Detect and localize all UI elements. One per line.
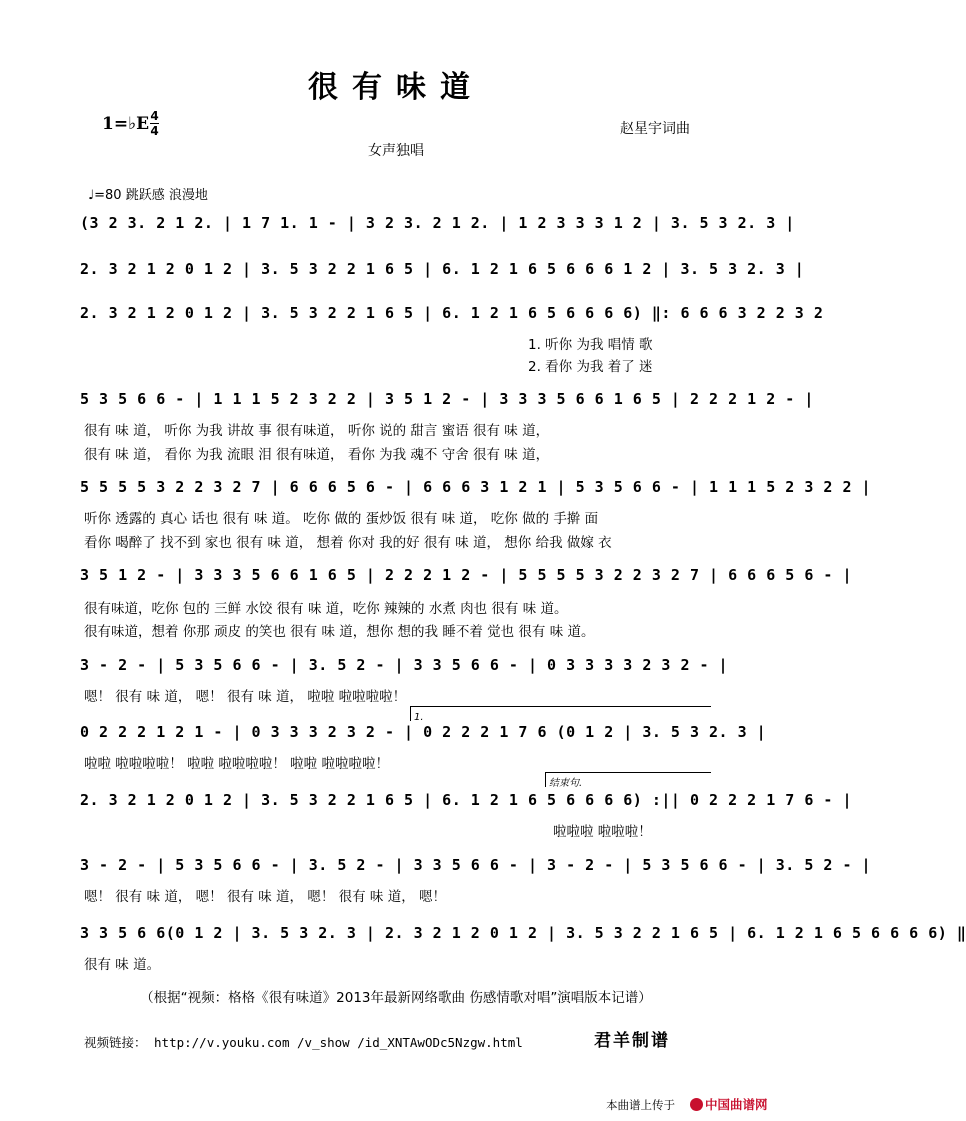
volta-ending	[545, 772, 711, 787]
score-row: 3 - 2 - | 5 3 5 6 6 - | 3. 5 2 - | 3 3 5 6 6 - | 0 3 3 3 3 2 3 2 - |	[80, 656, 729, 674]
tempo-marking: ♩=80 跳跃感 浪漫地	[88, 188, 208, 203]
video-link[interactable]: 视频链接： http://v.youku.com /v_show /id_XNTAwODc5Nzgw.html	[84, 1035, 523, 1050]
score-row: 3 3 5 6 6(0 1 2 | 3. 5 3 2. 3 | 2. 3 2 1 2 0 1 2 | 3. 5 3 2 2 1 6 5 | 6. 1 2 1 6 5 6 6 6 6) ‖	[80, 924, 966, 942]
source-note: （根据“视频：格格《很有味道》2013年最新网络歌曲 伤感情歌对唱”演唱版本记谱）	[140, 990, 652, 1006]
lyric-line: 很有味道，吃你 包的 三鲜 水饺 很有 味 道，吃你 辣辣的 水煮 肉也 很有 味 道。	[84, 601, 568, 617]
time-signature-top: 4	[150, 109, 159, 123]
lyric-line-verse-1-intro: 1. 听你 为我 唱情 歌	[528, 337, 653, 353]
score-row: 3 5 1 2 - | 3 3 3 5 6 6 1 6 5 | 2 2 2 1 2 - | 5 5 5 5 3 2 2 3 2 7 | 6 6 6 5 6 - |	[80, 566, 852, 584]
voice-type: 女声独唱	[368, 143, 424, 159]
lyric-line: 很有 味 道。	[84, 957, 161, 973]
lyric-line: 很有 味 道， 听你 为我 讲故 事 很有味道， 听你 说的 甜言 蜜语 很有 味 道，	[84, 423, 550, 439]
score-row: 5 5 5 5 3 2 2 3 2 7 | 6 6 6 5 6 - | 6 6 6 3 1 2 1 | 5 3 5 6 6 - | 1 1 1 5 2 3 2 2 |	[80, 478, 872, 496]
lyric-line-verse-2-intro: 2. 看你 为我 着了 迷	[528, 359, 653, 375]
score-row: 2. 3 2 1 2 0 1 2 | 3. 5 3 2 2 1 6 5 | 6. 1 2 1 6 5 6 6 6 1 2 | 3. 5 3 2. 3 |	[80, 260, 805, 278]
key-signature: 1=♭E	[102, 114, 150, 134]
score-row: 0 2 2 2 1 2 1 - | 0 3 3 3 2 3 2 - | 0 2 2 2 1 7 6 (0 1 2 | 3. 5 3 2. 3 |	[80, 723, 767, 741]
volta-ending-label: 结束句.	[549, 778, 583, 789]
song-title: 很有味道	[308, 70, 484, 105]
lyric-line: 嗯！ 很有 味 道， 嗯！ 很有 味 道， 啦啦 啦啦啦啦！	[84, 689, 407, 705]
score-row: (3 2 3. 2 1 2. | 1 7 1. 1 - | 3 2 3. 2 1 2. | 1 2 3 3 3 1 2 | 3. 5 3 2. 3 |	[80, 214, 795, 232]
lyric-line: 听你 透露的 真心 话也 很有 味 道。 吃你 做的 蛋炒饭 很有 味 道， 吃你 做的 手擀 面	[84, 511, 599, 527]
score-row: 2. 3 2 1 2 0 1 2 | 3. 5 3 2 2 1 6 5 | 6. 1 2 1 6 5 6 6 6 6) ‖: 6 6 6 3 2 2 3 2	[80, 304, 824, 322]
lyric-line: 看你 喝醉了 找不到 家也 很有 味 道， 想着 你对 我的好 很有 味 道， 想你 给我 做嫁 衣	[84, 535, 612, 551]
lyric-line: 嗯！ 很有 味 道， 嗯！ 很有 味 道， 嗯！ 很有 味 道， 嗯！	[84, 889, 446, 905]
volta-first-label: 1.	[414, 712, 424, 723]
site-logo-icon	[690, 1098, 703, 1111]
score-row: 5 3 5 6 6 - | 1 1 1 5 2 3 2 2 | 3 5 1 2 - | 3 3 3 5 6 6 1 6 5 | 2 2 2 1 2 - |	[80, 390, 814, 408]
lyric-line: 啦啦啦 啦啦啦！	[553, 824, 652, 840]
lyric-line: 很有味道，想着 你那 顽皮 的笑也 很有 味 道，想你 想的我 睡不着 觉也 很有 味 道。	[84, 624, 595, 640]
volta-first-ending	[410, 706, 711, 721]
site-logo-text: 中国曲谱网	[705, 1097, 768, 1112]
score-row: 2. 3 2 1 2 0 1 2 | 3. 5 3 2 2 1 6 5 | 6. 1 2 1 6 5 6 6 6 6) :|| 0 2 2 2 1 7 6 - |	[80, 791, 852, 809]
time-signature-bottom: 4	[150, 124, 159, 138]
transcriber-seal: 君羊制谱	[594, 1031, 670, 1051]
upload-note: 本曲谱上传于	[606, 1098, 675, 1112]
score-row: 3 - 2 - | 5 3 5 6 6 - | 3. 5 2 - | 3 3 5 6 6 - | 3 - 2 - | 5 3 5 6 6 - | 3. 5 2 - |	[80, 856, 872, 874]
time-signature	[150, 110, 159, 137]
site-logo[interactable]	[690, 1095, 768, 1113]
lyric-line: 很有 味 道， 看你 为我 流眼 泪 很有味道， 看你 为我 魂不 守舍 很有 味 道，	[84, 447, 550, 463]
composer-credit: 赵星宇词曲	[620, 121, 690, 137]
lyric-line: 啦啦 啦啦啦啦！ 啦啦 啦啦啦啦！ 啦啦 啦啦啦啦！	[84, 756, 389, 772]
